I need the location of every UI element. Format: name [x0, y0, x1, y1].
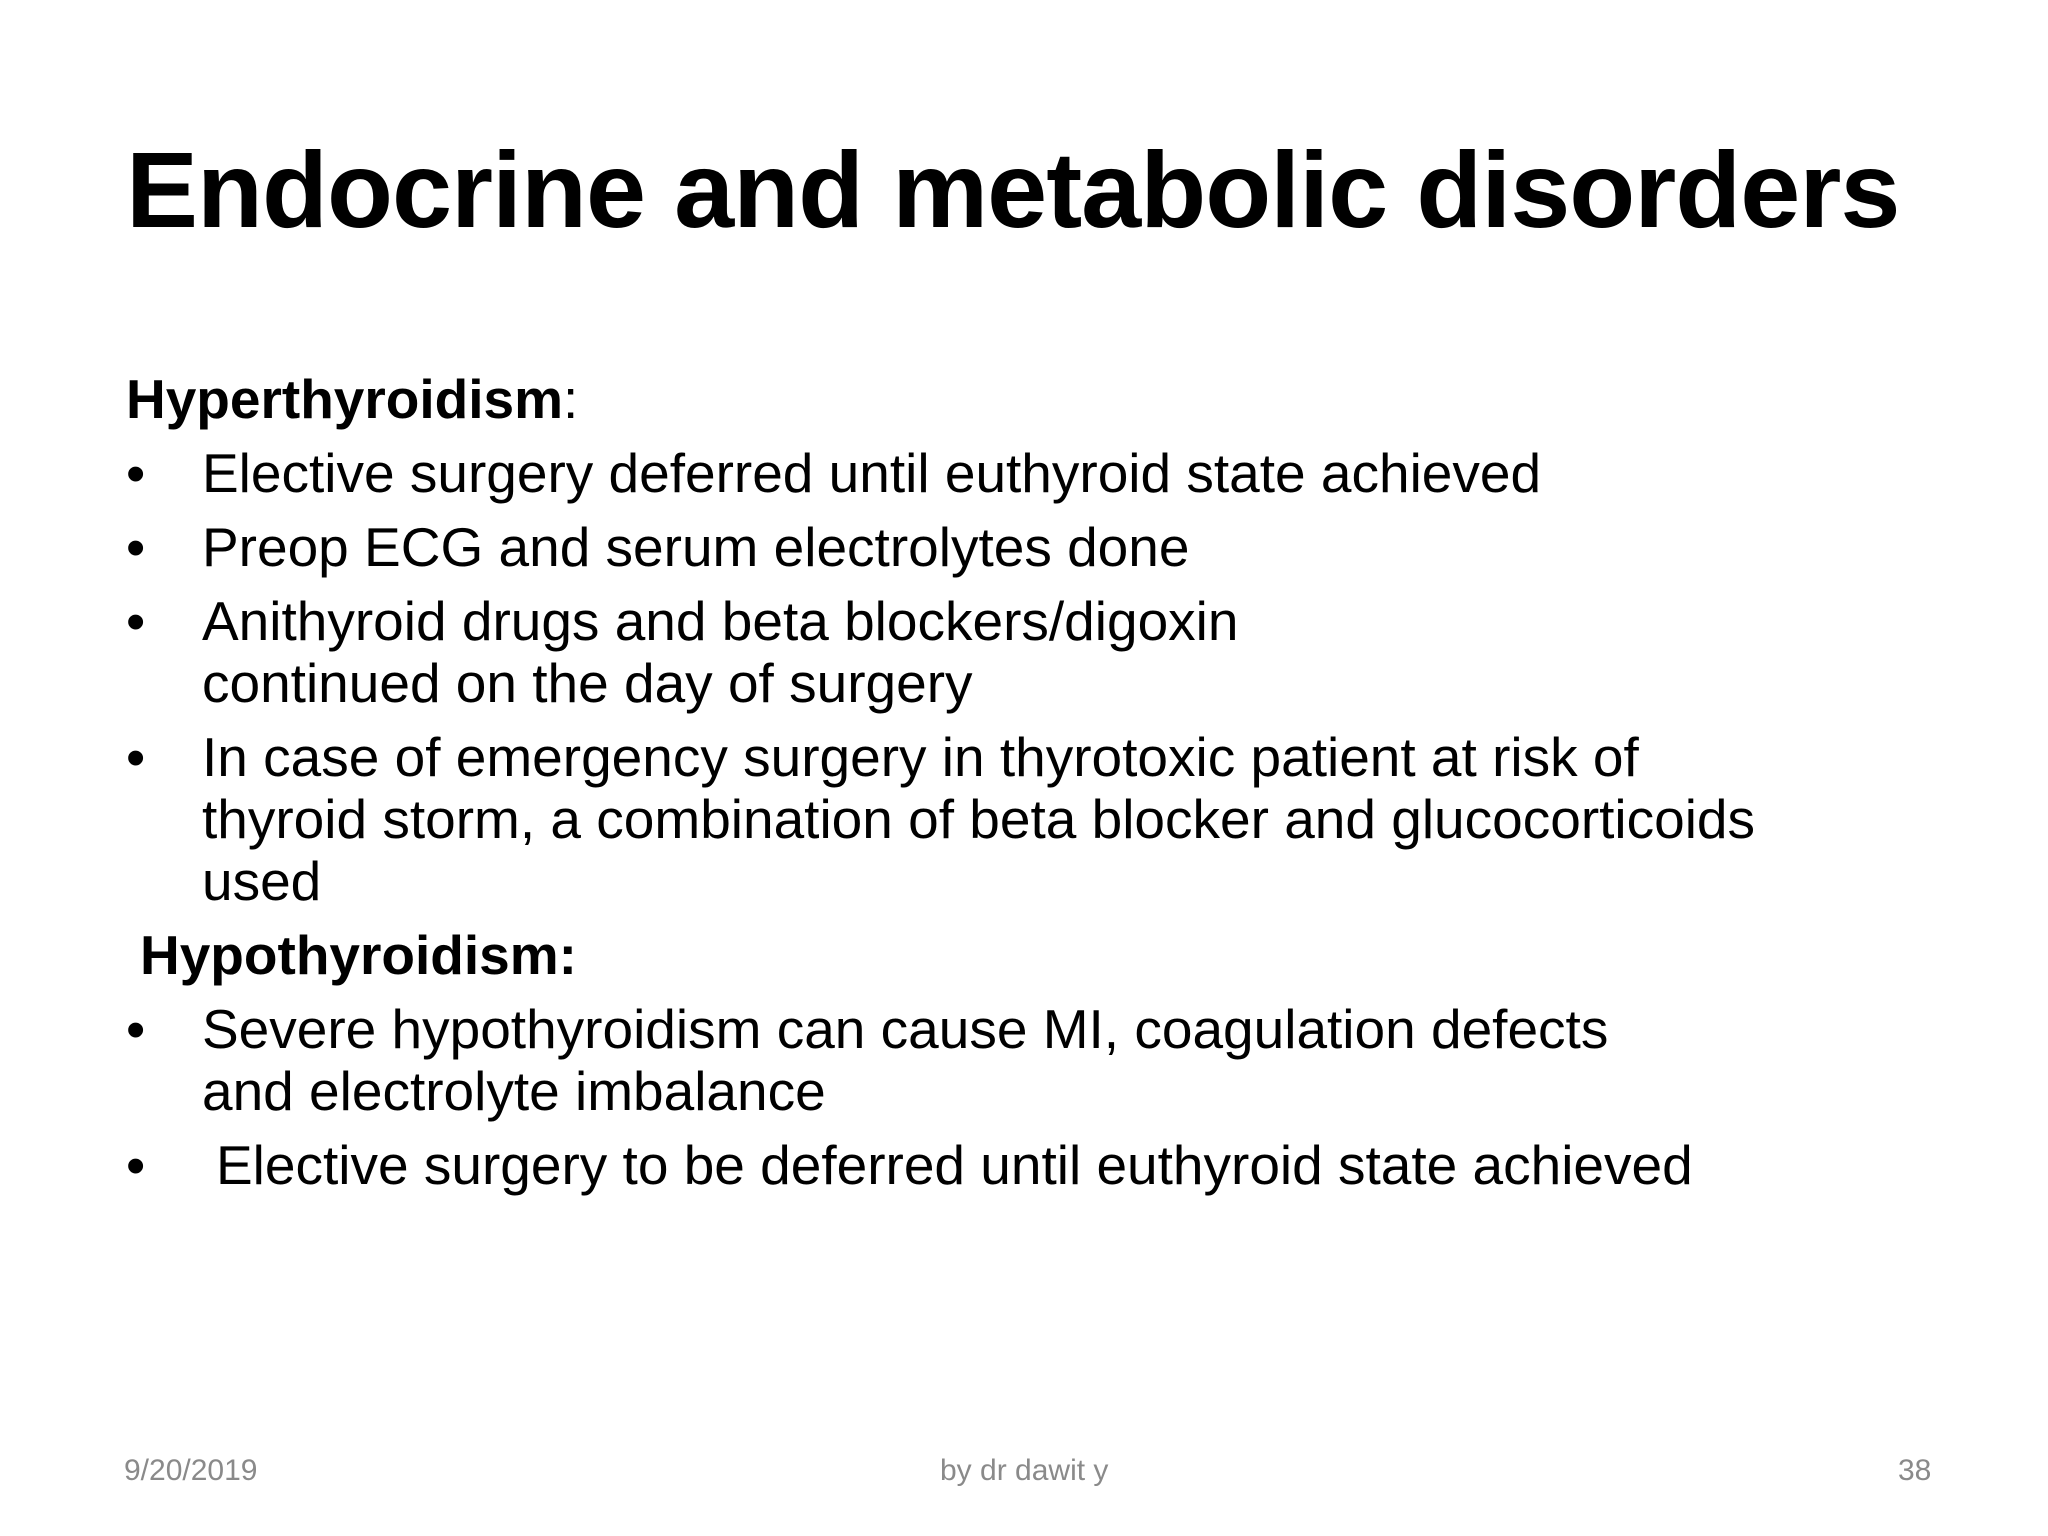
bullet-text: Severe hypothyroidism can cause MI, coagulation defects and electrolyte imbalance — [202, 998, 1609, 1122]
bullet-text: In case of emergency surgery in thyrotoxic patient at risk of thyroid storm, a combination of beta blocker and glucocorticoids used — [202, 726, 1756, 912]
footer-page-number: 38 — [1898, 1454, 1932, 1487]
bullet-list-hypothyroidism — [126, 998, 1946, 1196]
heading-colon: : — [563, 368, 579, 430]
bullet-text: Anithyroid drugs and beta blockers/digoxin continued on the day of surgery — [202, 590, 1239, 714]
list-item — [126, 1134, 1946, 1196]
footer-date: 9/20/2019 — [124, 1454, 258, 1487]
bullet-icon: • — [126, 726, 146, 788]
list-item — [126, 726, 1946, 912]
section-heading-hypothyroidism: Hypothyroidism: — [140, 924, 577, 986]
bullet-icon: • — [126, 998, 146, 1060]
heading-text: Hyperthyroidism — [126, 368, 564, 430]
section-heading-hyperthyroidism — [126, 368, 1946, 430]
slide-title: Endocrine and metabolic disorders — [126, 129, 1900, 250]
bullet-icon: • — [126, 590, 146, 652]
list-item — [126, 998, 1946, 1122]
list-item — [126, 516, 1946, 578]
slide-content — [126, 368, 1946, 1208]
bullet-icon: • — [126, 516, 146, 578]
bullet-text: Preop ECG and serum electrolytes done — [202, 516, 1190, 578]
list-item — [126, 590, 1946, 714]
bullet-icon: • — [126, 442, 146, 504]
footer-author: by dr dawit y — [940, 1454, 1109, 1487]
list-item — [126, 442, 1946, 504]
bullet-text: Elective surgery deferred until euthyroid state achieved — [202, 442, 1542, 504]
bullet-text: Elective surgery to be deferred until euthyroid state achieved — [216, 1134, 1693, 1196]
bullet-icon: • — [126, 1134, 146, 1196]
bullet-list-hyperthyroidism — [126, 442, 1946, 912]
